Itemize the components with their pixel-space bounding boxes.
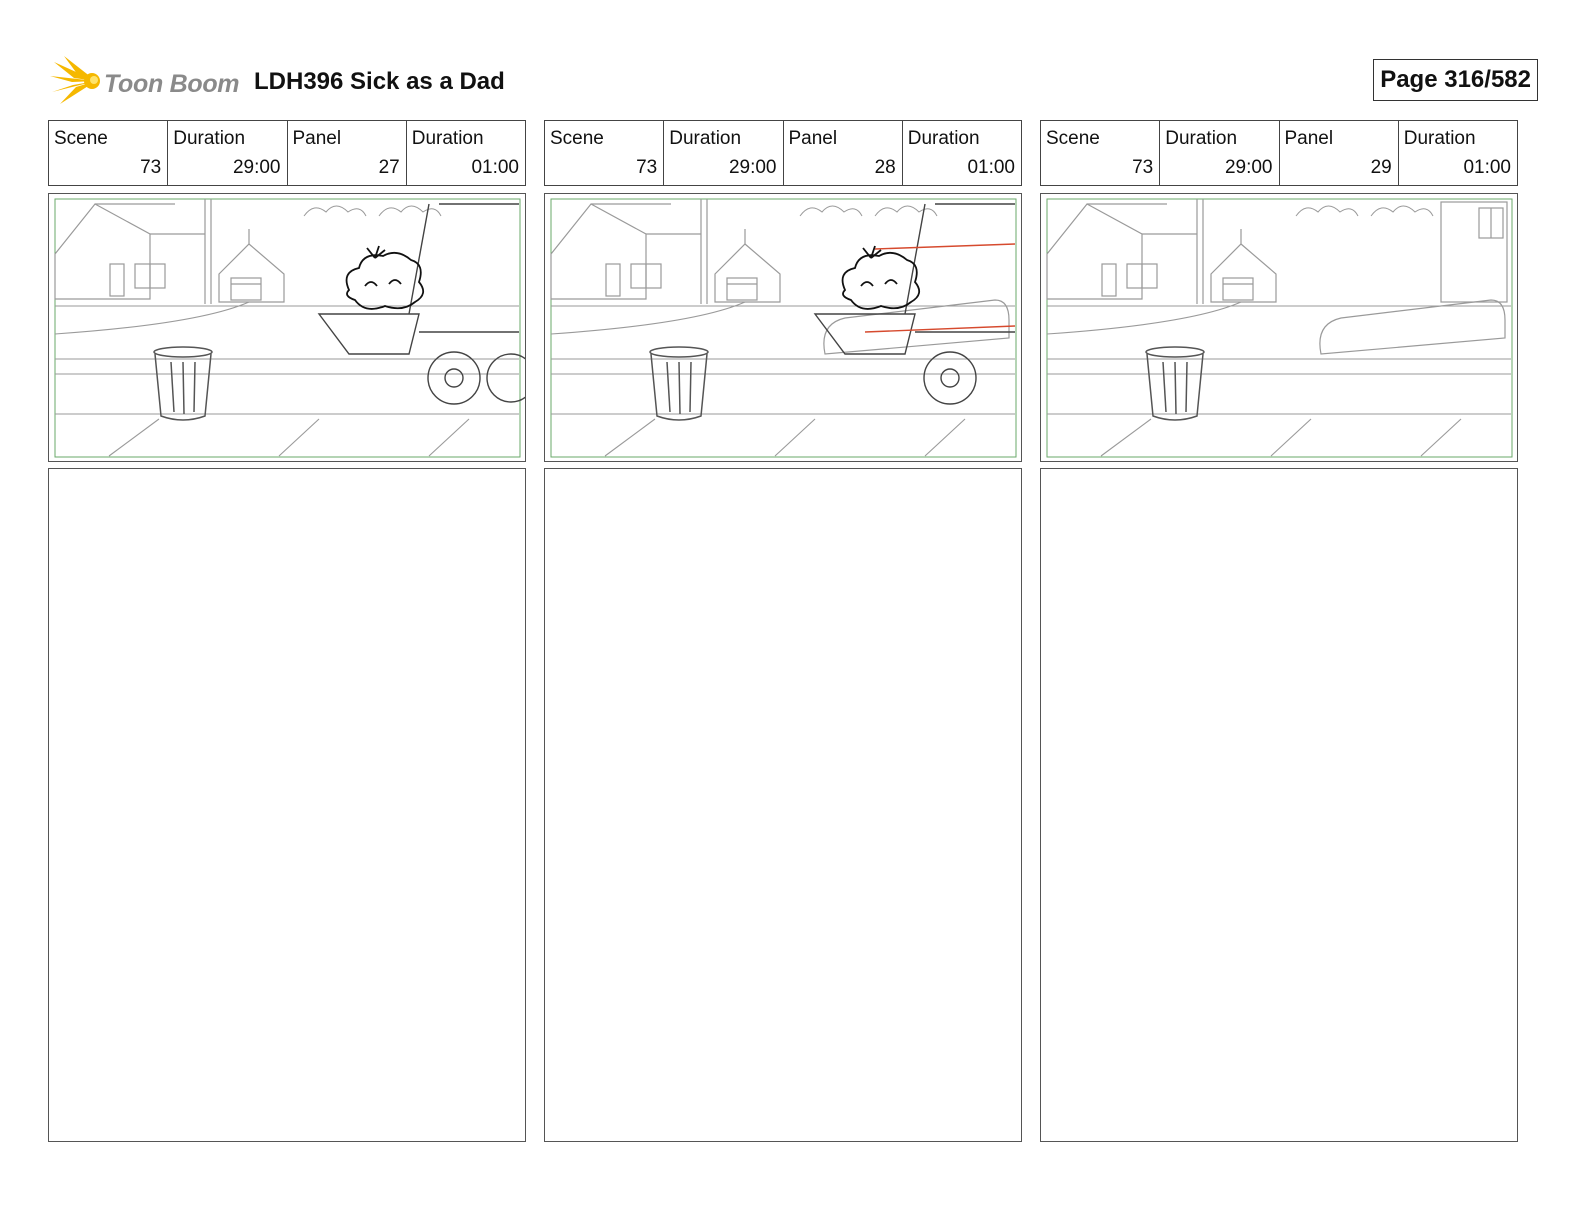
cloud-sketch	[1371, 206, 1433, 216]
panel-cell	[784, 121, 903, 185]
panel-duration-value: 01:00	[471, 157, 519, 178]
scene-duration-value: 29:00	[728, 157, 777, 178]
scene-value: 73	[140, 157, 162, 178]
panel-duration-cell	[407, 121, 525, 185]
star-burst-icon	[48, 54, 108, 108]
panel-duration-cell	[1399, 121, 1517, 185]
cloud-sketch	[800, 206, 862, 216]
truck-wheel-sketch	[487, 354, 525, 402]
garage-sketch	[219, 229, 284, 302]
duration-label: Duration	[411, 128, 484, 149]
scene-label: Scene	[1046, 128, 1100, 149]
panel-value: 27	[378, 157, 400, 178]
scene-value: 73	[1132, 157, 1154, 178]
panel-duration-value: 01:00	[1463, 157, 1511, 178]
panel-label: Panel	[1284, 128, 1334, 149]
panel-info-table	[544, 120, 1022, 186]
cloud-sketch	[304, 206, 366, 216]
storyboard-sketch	[49, 194, 525, 461]
storyboard-sketch	[1041, 194, 1517, 461]
duration-label: Duration	[1403, 128, 1476, 149]
trash-can-sketch	[154, 347, 212, 420]
scene-value: 73	[636, 157, 658, 178]
panel-image	[1040, 193, 1518, 462]
page-header	[48, 50, 1538, 110]
storyboard-panel-column	[48, 120, 526, 1142]
scene-duration-cell	[168, 121, 287, 185]
storyboard-panel-column	[1040, 120, 1518, 1142]
page-number: Page 316/582	[1373, 59, 1538, 101]
hedge-sketch	[1320, 300, 1505, 354]
panel-duration-value: 01:00	[967, 157, 1015, 178]
duration-label: Duration	[1165, 128, 1238, 149]
scene-label: Scene	[550, 128, 604, 149]
panel-cell	[1280, 121, 1399, 185]
panel-image	[48, 193, 526, 462]
panel-cell	[288, 121, 407, 185]
panel-label: Panel	[788, 128, 838, 149]
scene-duration-cell	[664, 121, 783, 185]
panel-image	[544, 193, 1022, 462]
panel-notes-area	[544, 468, 1022, 1142]
duration-label: Duration	[173, 128, 246, 149]
cloud-sketch	[379, 206, 441, 216]
scene-duration-cell	[1160, 121, 1279, 185]
panel-value: 28	[874, 157, 896, 178]
street-sketch	[55, 302, 519, 456]
panel-duration-cell	[903, 121, 1021, 185]
trash-can-sketch	[650, 347, 708, 420]
scene-cell	[1041, 121, 1160, 185]
cloud-sketch	[1296, 206, 1358, 216]
storyboard-panel-column	[544, 120, 1022, 1142]
panel-value: 29	[1370, 157, 1392, 178]
street-sketch	[1047, 302, 1511, 456]
panel-info-table	[48, 120, 526, 186]
scene-duration-value: 29:00	[1224, 157, 1273, 178]
house-sketch	[1441, 202, 1507, 302]
house-sketch	[1047, 199, 1203, 304]
document-title: LDH396 Sick as a Dad	[254, 68, 505, 95]
toon-boom-logo	[48, 54, 243, 108]
house-sketch	[55, 199, 211, 304]
speed-lines-sketch	[865, 244, 1015, 332]
street-sketch	[551, 302, 1015, 456]
cloud-sketch	[875, 206, 937, 216]
duration-label: Duration	[669, 128, 742, 149]
storyboard-sketch	[545, 194, 1021, 461]
trash-can-sketch	[1146, 347, 1204, 420]
panel-notes-area	[1040, 468, 1518, 1142]
scene-duration-value: 29:00	[232, 157, 281, 178]
scene-cell	[49, 121, 168, 185]
garage-sketch	[715, 229, 780, 302]
garage-sketch	[1211, 229, 1276, 302]
duration-label: Duration	[907, 128, 980, 149]
panel-notes-area	[48, 468, 526, 1142]
panel-label: Panel	[292, 128, 342, 149]
house-sketch	[551, 199, 707, 304]
logo-text: Toon Boom	[104, 70, 240, 98]
scene-cell	[545, 121, 664, 185]
scene-label: Scene	[54, 128, 108, 149]
panel-info-table	[1040, 120, 1518, 186]
